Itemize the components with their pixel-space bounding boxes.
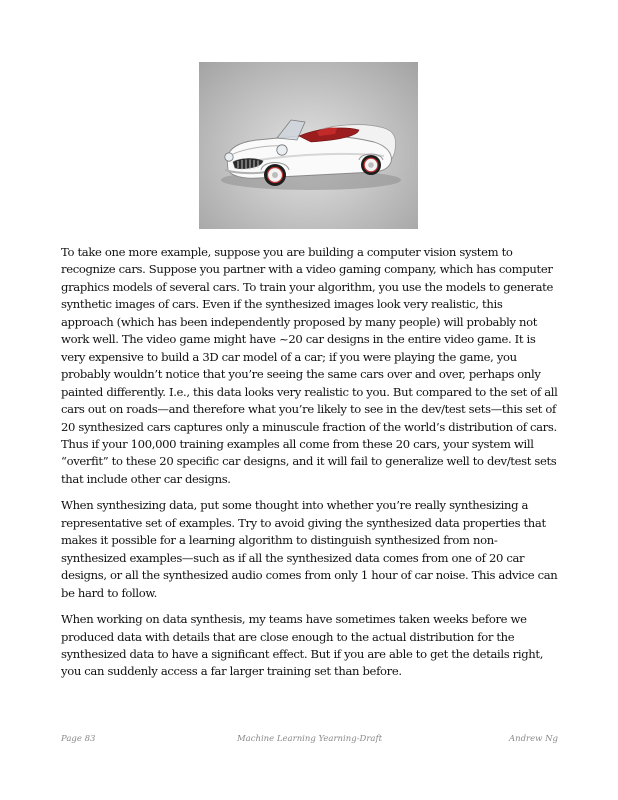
page-number: Page 83: [61, 734, 96, 744]
car-illustration: [199, 62, 418, 229]
paragraph-2: When synthesizing data, put some thought into whether you’re really synthesizing a representative set of examples. Try to avoid giving the synthesized data properties that makes it possible for a learning algorithm to distinguish synthesized from non-synthesized examples—such as if all the synthesized data comes from one of 20 car designs, or all the synthesized audio comes from only 1 hour of car noise. This advice can be hard to follow.: [61, 498, 558, 600]
author-name: Andrew Ng: [508, 734, 558, 744]
article-body: [61, 244, 558, 690]
page-footer: [61, 734, 558, 748]
car-drawing: [199, 62, 418, 229]
book-title: Machine Learning Yearning-Draft: [236, 734, 383, 744]
paragraph-3: When working on data synthesis, my teams have sometimes taken weeks before we produced data with details that are close enough to the actual distribution for the synthesized data to have a significant effect. But if you are able to get the details right, you can suddenly access a far larger training set than before.: [61, 612, 544, 679]
paragraph-1: To take one more example, suppose you are building a computer vision system to recognize cars. Suppose you partner with a video gaming company, which has computer graphics models of several cars. To train your algorithm, you use the models to generate synthetic images of cars. Even if the synthesized images look very realistic, this approach (which has been independently proposed by many people) will probably not work well. The video game might have ~20 car designs in the entire video game. It is very expensive to build a 3D car model of a car; if you were playing the game, you probably wouldn’t notice that you’re seeing the same cars over and over, perhaps only painted differently. I.e., this data looks very realistic to you. But compared to the set of all cars out on roads—and therefore what you’re likely to see in the dev/test sets—this set of 20 synthesized cars captures only a minuscule fraction of the world’s distribution of cars. Thus if your 100,000 training examples all come from these 20 cars, your system will “overfit” to these 20 specific car designs, and it will fail to generalize well to dev/test sets that include other car designs.: [61, 245, 558, 486]
